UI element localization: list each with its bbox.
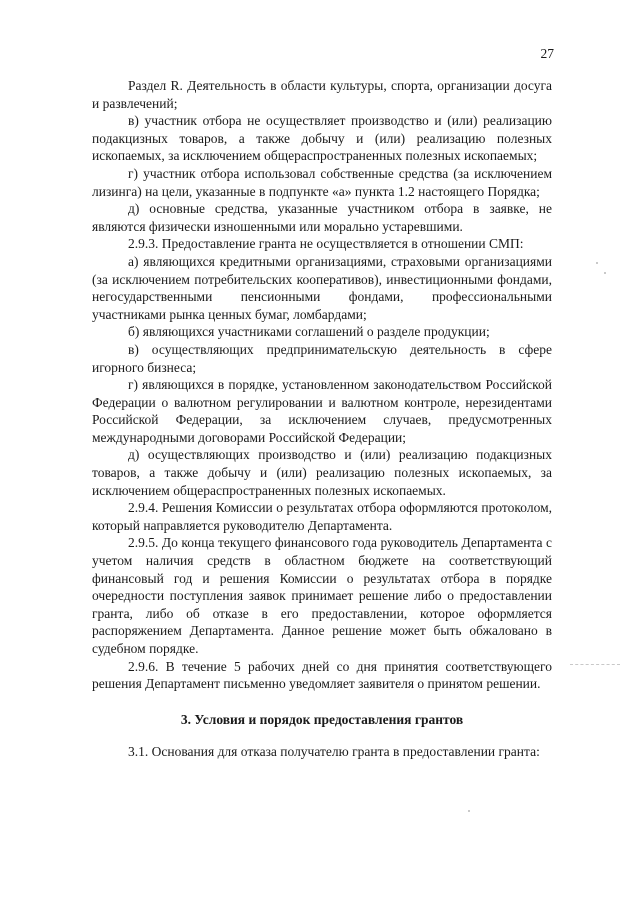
paragraph-item-g: г) участник отбора использовал собственные средства (за исключением лизинга) на цели, указанные в подпункте «а» пункта 1.2 настоящего Порядка; <box>92 165 552 199</box>
section-body <box>92 743 552 761</box>
paragraph-2-9-4: 2.9.4. Решения Комиссии о результатах отбора оформляются протоколом, который направляется руководителю Департамента. <box>92 500 552 533</box>
paragraph-3-1: 3.1. Основания для отказа получателю гранта в предоставлении гранта: <box>128 744 540 759</box>
scan-speck <box>596 262 598 264</box>
paragraph-2-9-3-v: в) осуществляющих предпринимательскую деятельность в сфере игорного бизнеса; <box>92 341 552 375</box>
paragraph-section-r: Раздел R. Деятельность в области культуры, спорта, организации досуга и развлечений; <box>92 78 552 111</box>
paragraph-2-9-6: 2.9.6. В течение 5 рабочих дней со дня принятия соответствующего решения Департамент письменно уведомляет заявителя о принятом решении. <box>92 658 552 692</box>
scan-speck <box>604 272 606 274</box>
section-heading: 3. Условия и порядок предоставления грантов <box>180 712 464 727</box>
page-number: 27 <box>540 46 554 61</box>
paragraph-2-9-3-a: а) являющихся кредитными организациями, страховыми организациями (за исключением потребительских кооперативов), инвестиционными фондами, негосударственными пенсионными фондами, профессиональными участниками рынка ценных бумаг, ломбардами; <box>92 253 552 322</box>
scan-speck <box>468 810 470 812</box>
scan-artifact-line <box>570 664 620 665</box>
document-body <box>92 77 552 693</box>
paragraph-item-v: в) участник отбора не осуществляет производство и (или) реализацию подакцизных товаров, а также добычу и (или) реализацию полезных ископаемых, за исключением общераспространенных полезных ископаемых; <box>92 113 552 164</box>
paragraph-item-d: д) основные средства, указанные участником отбора в заявке, не являются физически изношенными или морально устаревшими. <box>92 201 552 234</box>
paragraph-2-9-3-b: б) являющихся участниками соглашений о разделе продукции; <box>128 324 490 340</box>
paragraph-2-9-3-g: г) являющихся в порядке, установленном законодательством Российской Федерации о валютном регулировании и валютном контроле, нерезидентами Российской Федерации, за исключением случаев, предусмотренных международными договорами Российской Федерации; <box>92 377 552 445</box>
paragraph-2-9-3-d: д) осуществляющих производство и (или) реализацию подакцизных товаров, а также добычу и (или) реализацию полезных ископаемых, за исключением общераспространенных полезных ископаемых. <box>92 447 552 498</box>
paragraph-2-9-3: 2.9.3. Предоставление гранта не осуществляется в отношении СМП: <box>128 236 524 252</box>
paragraph-2-9-5: 2.9.5. До конца текущего финансового года руководитель Департамента с учетом наличия средств в областном бюджете на соответствующий финансовый год и решения Комиссии о результатах отбора в порядке очередности поступления заявок принимает решение либо о предоставлении гранта, либо об отказе в его предоставлении, которое оформляется распоряжением Департамента. Данное решение может быть обжаловано в судебном порядке. <box>92 535 552 656</box>
